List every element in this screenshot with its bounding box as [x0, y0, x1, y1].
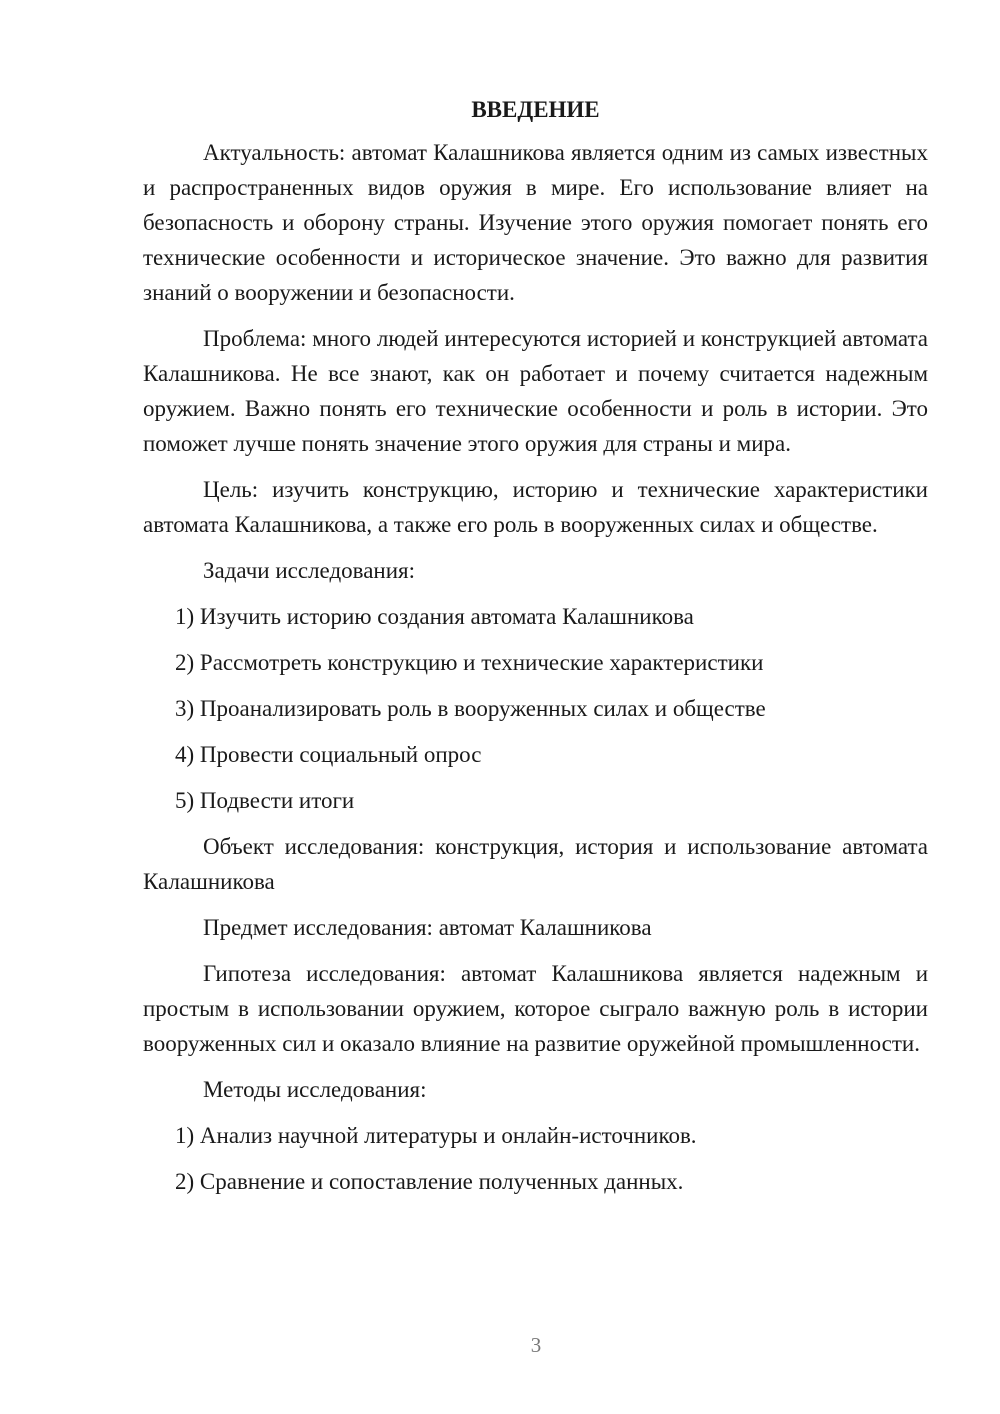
- paragraph-subject: Предмет исследования: автомат Калашникова: [203, 915, 652, 940]
- paragraph-hypothesis: Гипотеза исследования: автомат Калашникова является надежным и простым в использовании оружием, которое сыграло важную роль в истории вооруженных сил и оказало влияние на развитие оружейной промышленности.: [143, 961, 928, 1056]
- page-title: ВВЕДЕНИЕ: [471, 97, 600, 122]
- paragraph-relevance: Актуальность: автомат Калашникова является одним из самых известных и распространенных видов оружия в мире. Его использование влияет на безопасность и оборону страны. Изучение этого оружия помогает понять его технические особенности и историческое значение. Это важно для развития знаний о вооружении и безопасности.: [143, 140, 928, 305]
- paragraph-object: Объект исследования: конструкция, история и использование автомата Калашникова: [143, 834, 928, 894]
- paragraph-problem: Проблема: много людей интересуются историей и конструкцией автомата Калашникова. Не все знают, как он работает и почему считается надежным оружием. Важно понять его технические особенности и роль в истории. Это поможет лучше понять значение этого оружия для страны и мира.: [143, 326, 928, 456]
- paragraph-goal: Цель: изучить конструкцию, историю и технические характеристики автомата Калашникова, а также его роль в вооруженных силах и обществе.: [143, 477, 928, 537]
- paragraph-methods-heading: Методы исследования:: [203, 1077, 427, 1102]
- method-item: 1) Анализ научной литературы и онлайн-источников.: [175, 1123, 697, 1148]
- paragraph-tasks-heading: Задачи исследования:: [203, 558, 416, 583]
- page-number: 3: [530, 1333, 542, 1357]
- method-item: 2) Сравнение и сопоставление полученных данных.: [175, 1169, 684, 1194]
- task-item: 3) Проанализировать роль в вооруженных силах и обществе: [175, 696, 766, 721]
- task-item: 4) Провести социальный опрос: [175, 742, 482, 767]
- task-item: 5) Подвести итоги: [175, 788, 355, 813]
- document-page: [143, 92, 928, 1210]
- task-item: 2) Рассмотреть конструкцию и технические характеристики: [175, 650, 764, 675]
- task-item: 1) Изучить историю создания автомата Калашникова: [175, 604, 694, 629]
